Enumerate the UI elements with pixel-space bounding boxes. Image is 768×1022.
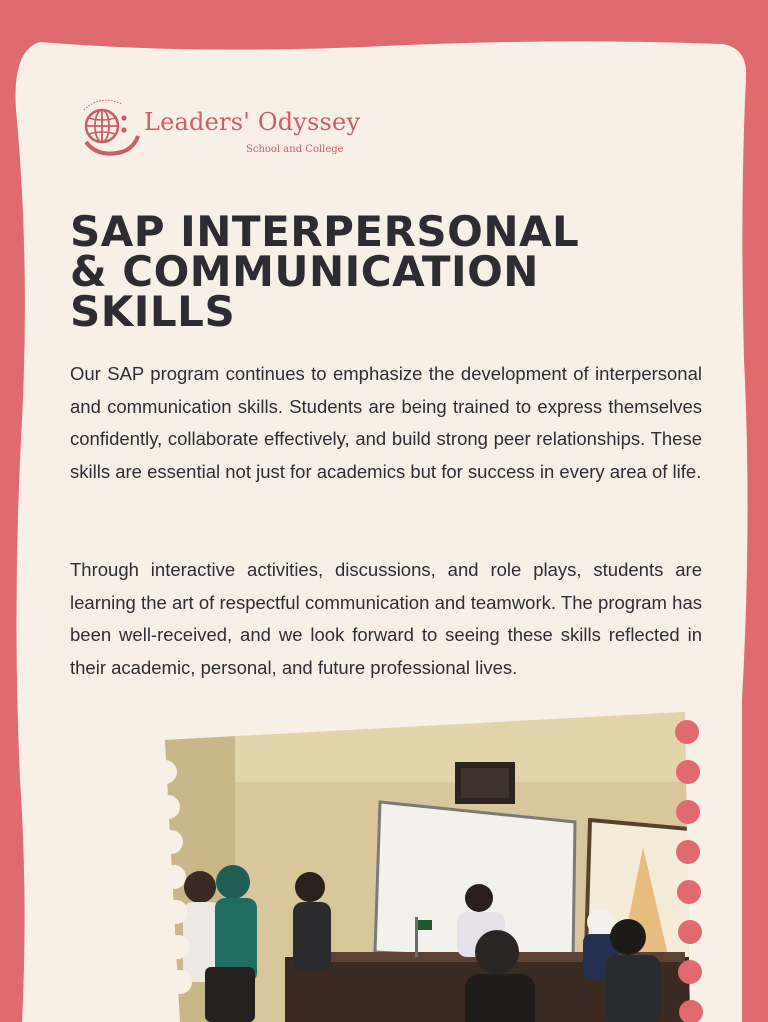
page-title: SAP INTERPERSONAL & COMMUNICATION SKILLS — [70, 207, 580, 336]
globe-logo-icon — [78, 96, 140, 160]
intro-paragraph: Our SAP program continues to emphasize the development of interpersonal and communication skills. Students are being trained to express themselves confidently, collaborate effectively, and build strong peer relationships. These skills are essential not just for academics but for success in every area of life. — [70, 363, 702, 482]
logo-school-name: Leaders' Odyssey — [144, 108, 361, 136]
school-logo — [78, 96, 368, 166]
logo-school-subtitle: School and College — [246, 144, 344, 155]
classroom-photo-image — [165, 712, 705, 1022]
classroom-photo — [165, 712, 705, 1022]
activities-paragraph: Through interactive activities, discussions, and role plays, students are learning the art of respectful communication and teamwork. The program has been well-received, and we look forward to seeing these skills reflected in their academic, personal, and future professional lives. — [70, 559, 702, 678]
